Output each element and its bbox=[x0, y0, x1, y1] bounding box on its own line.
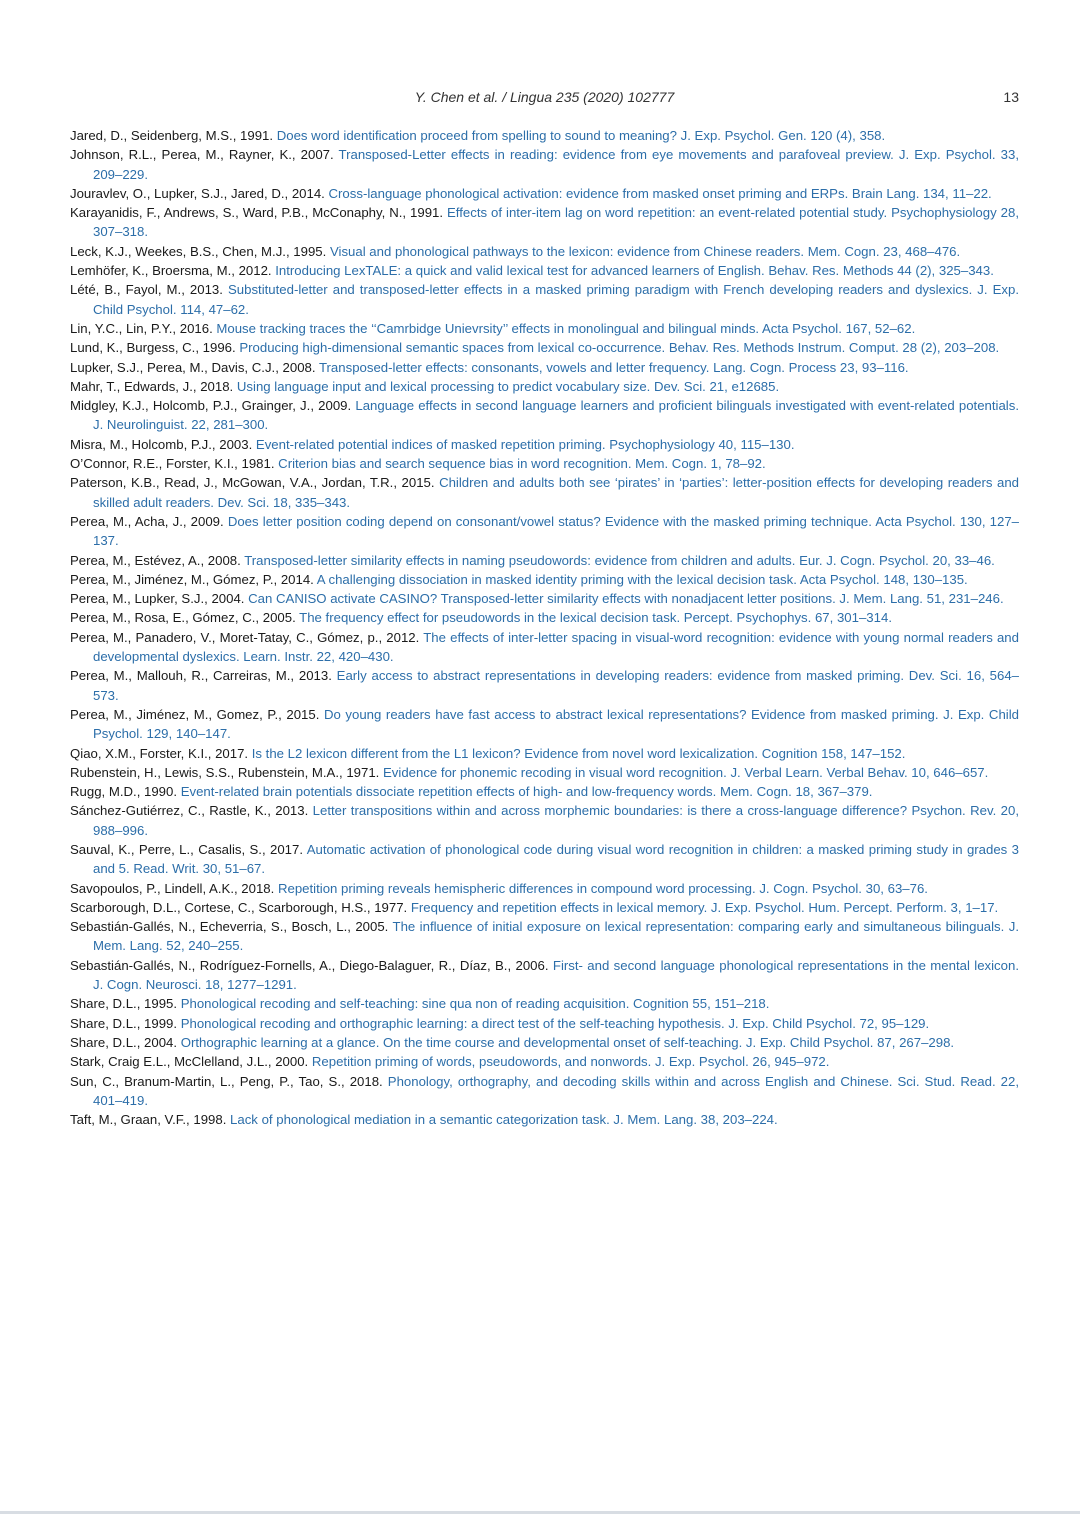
reference-item bbox=[70, 473, 1019, 512]
reference-link[interactable]: Do young readers have fast access to abstract lexical representations? Evidence from masked priming. J. Exp. Child Psychol. 129, 140–147. bbox=[93, 706, 1019, 742]
reference-link[interactable]: Transposed-Letter effects in reading: evidence from eye movements and parafoveal preview. J. Exp. Psychol. 33, 209–229. bbox=[93, 147, 1019, 182]
reference-link[interactable]: Event-related brain potentials dissociate repetition effects of high- and low-frequency words. Mem. Cogn. 18, 367–379. bbox=[180, 784, 873, 800]
reference-link[interactable]: Event-related potential indices of masked repetition priming. Psychophysiology 40, 115–130. bbox=[255, 436, 795, 452]
reference-item bbox=[70, 956, 1019, 995]
reference-item bbox=[70, 1072, 1019, 1111]
reference-link[interactable]: Criterion bias and search sequence bias in word recognition. Mem. Cogn. 1, 78–92. bbox=[278, 456, 766, 472]
reference-link[interactable]: Is the L2 lexicon different from the L1 lexicon? Evidence from novel word lexicalization. Cognition 158, 147–152. bbox=[251, 745, 906, 761]
reference-item bbox=[70, 744, 1019, 763]
reference-item bbox=[70, 666, 1019, 705]
reference-authors: Jouravlev, O., Lupker, S.J., Jared, D., 2014. bbox=[70, 185, 329, 201]
reference-link[interactable]: Producing high-dimensional semantic spaces from lexical co-occurrence. Behav. Res. Methods Instrum. Comput. 28 (2), 203–208. bbox=[239, 340, 1000, 356]
reference-link[interactable]: First- and second language phonological representations in the mental lexicon. J. Cogn. Neurosci. 18, 1277–1291. bbox=[93, 957, 1019, 993]
reference-authors: Mahr, T., Edwards, J., 2018. bbox=[70, 378, 237, 394]
reference-link[interactable]: Phonological recoding and orthographic learning: a direct test of the self-teaching hypothesis. J. Exp. Child Psychol. 72, 95–129. bbox=[180, 1015, 930, 1031]
reference-authors: Rugg, M.D., 1990. bbox=[70, 784, 181, 800]
reference-list bbox=[70, 126, 1019, 1129]
reference-authors: Scarborough, D.L., Cortese, C., Scarborough, H.S., 1977. bbox=[70, 899, 411, 915]
reference-link[interactable]: Evidence for phonemic recoding in visual word recognition. J. Verbal Learn. Verbal Behav. 10, 646–657. bbox=[383, 764, 989, 780]
reference-authors: Lund, K., Burgess, C., 1996. bbox=[70, 340, 240, 356]
reference-link[interactable]: Automatic activation of phonological code during visual word recognition in children: a masked priming study in grades 3 and 5. Read. Writ. 30, 51–67. bbox=[93, 841, 1019, 877]
reference-item bbox=[70, 377, 1019, 396]
reference-link[interactable]: Lack of phonological mediation in a semantic categorization task. J. Mem. Lang. 38, 203–224. bbox=[230, 1112, 778, 1128]
reference-item bbox=[70, 184, 1019, 203]
reference-item bbox=[70, 608, 1019, 627]
reference-authors: Sebastián-Gallés, N., Rodríguez-Fornells, A., Diego-Balaguer, R., Díaz, B., 2006. bbox=[70, 957, 553, 973]
reference-link[interactable]: The frequency effect for pseudowords in the lexical decision task. Percept. Psychophys. 67, 301–314. bbox=[299, 610, 892, 626]
reference-authors: Lété, B., Fayol, M., 2013. bbox=[70, 282, 228, 298]
reference-authors: Savopoulos, P., Lindell, A.K., 2018. bbox=[70, 880, 278, 896]
reference-link[interactable]: Does word identification proceed from spelling to sound to meaning? J. Exp. Psychol. Gen. 120 (4), 358. bbox=[276, 128, 886, 143]
reference-link[interactable]: Repetition priming reveals hemispheric differences in compound word processing. J. Cogn. Psychol. 30, 63–76. bbox=[277, 880, 928, 896]
reference-authors: Lin, Y.C., Lin, P.Y., 2016. bbox=[70, 320, 217, 336]
reference-item bbox=[70, 589, 1019, 608]
reference-authors: Lemhöfer, K., Broersma, M., 2012. bbox=[70, 263, 276, 279]
reference-link[interactable]: Frequency and repetition effects in lexical memory. J. Exp. Psychol. Hum. Percept. Perform. 3, 1–17. bbox=[410, 899, 999, 915]
reference-authors: Perea, M., Jiménez, M., Gómez, P., 2014. bbox=[70, 571, 317, 587]
reference-item bbox=[70, 454, 1019, 473]
reference-item bbox=[70, 917, 1019, 956]
reference-authors: Johnson, R.L., Perea, M., Rayner, K., 2007. bbox=[70, 147, 339, 163]
reference-item bbox=[70, 280, 1019, 319]
reference-item bbox=[70, 763, 1019, 782]
reference-link[interactable]: Cross-language phonological activation: evidence from masked onset priming and ERPs. Brain Lang. 134, 11–22. bbox=[328, 185, 992, 201]
reference-authors: Karayanidis, F., Andrews, S., Ward, P.B., McConaphy, N., 1991. bbox=[70, 205, 448, 221]
reference-authors: Share, D.L., 2004. bbox=[70, 1034, 181, 1050]
reference-link[interactable]: Transposed-letter similarity effects in naming pseudowords: evidence from children and adults. Eur. J. Cogn. Psychol. 20, 33–46. bbox=[244, 552, 995, 568]
reference-link[interactable]: Visual and phonological pathways to the lexicon: evidence from Chinese readers. Mem. Cogn. 23, 468–476. bbox=[329, 243, 961, 259]
reference-authors: Midgley, K.J., Holcomb, P.J., Grainger, J., 2009. bbox=[70, 398, 356, 414]
reference-link[interactable]: Children and adults both see ‘pirates’ in ‘parties’: letter-position effects for developing readers and skilled adult readers. Dev. Sci. 18, 335–343. bbox=[93, 475, 1020, 510]
reference-item bbox=[70, 319, 1019, 338]
reference-authors: Perea, M., Panadero, V., Moret-Tatay, C., Gómez, p., 2012. bbox=[70, 629, 424, 645]
journal-citation: Y. Chen et al. / Lingua 235 (2020) 102777 bbox=[414, 89, 675, 105]
reference-item bbox=[70, 840, 1019, 879]
reference-authors: Leck, K.J., Weekes, B.S., Chen, M.J., 1995. bbox=[70, 243, 330, 259]
reference-item bbox=[70, 628, 1019, 667]
reference-item bbox=[70, 801, 1019, 840]
reference-link[interactable]: Introducing LexTALE: a quick and valid lexical test for advanced learners of English. Behav. Res. Methods 44 (2), 325–343. bbox=[275, 263, 994, 279]
reference-link[interactable]: Phonological recoding and self-teaching: sine qua non of reading acquisition. Cognition 55, 151–218. bbox=[180, 996, 770, 1012]
reference-link[interactable]: A challenging dissociation in masked identity priming with the lexical decision task. Acta Psychol. 148, 130–135. bbox=[316, 571, 968, 587]
reference-authors: Perea, M., Estévez, A., 2008. bbox=[70, 552, 245, 568]
reference-authors: O’Connor, R.E., Forster, K.I., 1981. bbox=[70, 456, 279, 472]
reference-link[interactable]: Early access to abstract representations in developing readers: evidence from masked priming. Dev. Sci. 16, 564–573. bbox=[93, 668, 1019, 703]
reference-item bbox=[70, 1033, 1019, 1052]
reference-authors: Lupker, S.J., Perea, M., Davis, C.J., 2008. bbox=[70, 359, 319, 375]
reference-item bbox=[70, 358, 1019, 377]
reference-item bbox=[70, 396, 1019, 435]
reference-authors: Perea, M., Acha, J., 2009. bbox=[70, 513, 228, 529]
reference-item bbox=[70, 1052, 1019, 1071]
reference-link[interactable]: Does letter position coding depend on consonant/vowel status? Evidence with the masked priming technique. Acta Psychol. 130, 127–137. bbox=[93, 513, 1019, 549]
reference-authors: Perea, M., Lupker, S.J., 2004. bbox=[70, 591, 249, 607]
reference-authors: Misra, M., Holcomb, P.J., 2003. bbox=[70, 436, 256, 452]
page-number: 13 bbox=[1003, 89, 1019, 105]
reference-item bbox=[70, 570, 1019, 589]
reference-item bbox=[70, 782, 1019, 801]
reference-authors: Jared, D., Seidenberg, M.S., 1991. bbox=[70, 128, 277, 143]
reference-item bbox=[70, 1014, 1019, 1033]
reference-link[interactable]: Using language input and lexical processing to predict vocabulary size. Dev. Sci. 21, e12685. bbox=[236, 378, 780, 394]
reference-link[interactable]: Phonology, orthography, and decoding skills within and across English and Chinese. Sci. Stud. Read. 22, 401–419. bbox=[93, 1073, 1019, 1108]
reference-authors: Stark, Craig E.L., McClelland, J.L., 2000. bbox=[70, 1054, 312, 1070]
reference-link[interactable]: Substituted-letter and transposed-letter effects in a masked priming paradigm with French developing readers and dyslexics. J. Exp. Child Psychol. 114, 47–62. bbox=[93, 282, 1020, 317]
reference-authors: Perea, M., Jiménez, M., Gomez, P., 2015. bbox=[70, 706, 324, 722]
reference-link[interactable]: Repetition priming of words, pseudowords, and nonwords. J. Exp. Psychol. 26, 945–972. bbox=[311, 1054, 830, 1070]
reference-authors: Share, D.L., 1995. bbox=[70, 996, 181, 1012]
reference-link[interactable]: Language effects in second language learners and proficient bilinguals investigated with event-related potentials. J. Neurolinguist. 22, 281–300. bbox=[93, 398, 1019, 433]
reference-authors: Rubenstein, H., Lewis, S.S., Rubenstein, M.A., 1971. bbox=[70, 764, 383, 780]
reference-authors: Share, D.L., 1999. bbox=[70, 1015, 181, 1031]
reference-item bbox=[70, 898, 1019, 917]
reference-authors: Sebastián-Gallés, N., Echeverria, S., Bosch, L., 2005. bbox=[70, 919, 393, 935]
reference-item bbox=[70, 705, 1019, 744]
reference-authors: Sun, C., Branum-Martin, L., Peng, P., Tao, S., 2018. bbox=[70, 1073, 388, 1089]
reference-item bbox=[70, 338, 1019, 357]
reference-item bbox=[70, 242, 1019, 261]
reference-authors: Paterson, K.B., Read, J., McGowan, V.A., Jordan, T.R., 2015. bbox=[70, 475, 440, 491]
running-header bbox=[70, 89, 1019, 109]
reference-item bbox=[70, 261, 1019, 280]
reference-item bbox=[70, 435, 1019, 454]
reference-item bbox=[70, 126, 1019, 145]
reference-item bbox=[70, 512, 1019, 551]
reference-item bbox=[70, 1110, 1019, 1129]
reference-authors: Perea, M., Mallouh, R., Carreiras, M., 2013. bbox=[70, 668, 337, 684]
reference-item bbox=[70, 203, 1019, 242]
reference-link[interactable]: Effects of inter-item lag on word repetition: an event-related potential study. Psychophysiology 28, 307–318. bbox=[93, 205, 1019, 240]
reference-authors: Qiao, X.M., Forster, K.I., 2017. bbox=[70, 745, 252, 761]
reference-link[interactable]: Transposed-letter effects: consonants, vowels and letter frequency. Lang. Cogn. Process 23, 93–116. bbox=[318, 359, 909, 375]
reference-item bbox=[70, 551, 1019, 570]
reference-authors: Perea, M., Rosa, E., Gómez, C., 2005. bbox=[70, 610, 300, 626]
reference-authors: Sánchez-Gutiérrez, C., Rastle, K., 2013. bbox=[70, 803, 313, 819]
reference-link[interactable]: The effects of inter-letter spacing in visual-word recognition: evidence with young normal readers and developmental dyslexics. Learn. Instr. 22, 420–430. bbox=[93, 629, 1019, 665]
reference-link[interactable]: Orthographic learning at a glance. On the time course and developmental onset of self-teaching. J. Exp. Child Psychol. 87, 267–298. bbox=[180, 1034, 955, 1050]
reference-link[interactable]: Letter transpositions within and across morphemic boundaries: is there a cross-language difference? Psychon. Rev. 20, 988–996. bbox=[93, 803, 1019, 838]
reference-link[interactable]: Can CANISO activate CASINO? Transposed-letter similarity effects with nonadjacent letter positions. J. Mem. Lang. 51, 231–246. bbox=[248, 591, 1004, 607]
reference-authors: Sauval, K., Perre, L., Casalis, S., 2017. bbox=[70, 841, 307, 857]
reference-item bbox=[70, 145, 1019, 184]
reference-link[interactable]: Mouse tracking traces the ‘‘Camrbidge Unievrsity’’ effects in monolingual and bilingual minds. Acta Psychol. 167, 52–62. bbox=[216, 320, 916, 336]
reference-item bbox=[70, 879, 1019, 898]
reference-link[interactable]: The influence of initial exposure on lexical representation: comparing early and simultaneous bilinguals. J. Mem. Lang. 52, 240–255. bbox=[93, 919, 1020, 954]
reference-item bbox=[70, 994, 1019, 1013]
reference-authors: Taft, M., Graan, V.F., 1998. bbox=[70, 1112, 231, 1128]
